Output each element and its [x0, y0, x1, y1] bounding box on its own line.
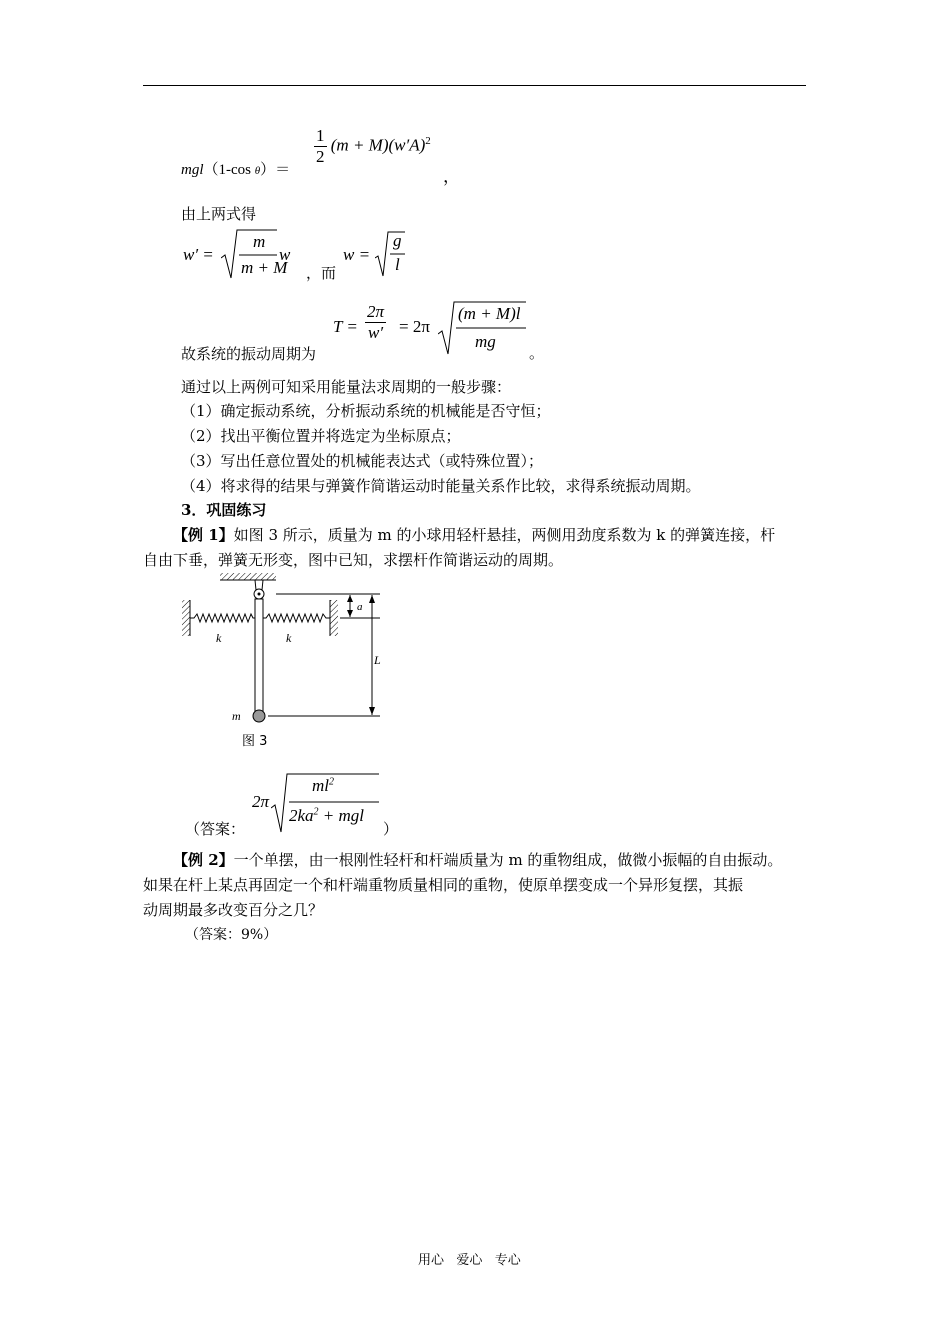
step-item: （1）确定振动系统，分析振动系统的机械能是否守恒；: [181, 402, 551, 420]
eq2-l: l: [395, 255, 400, 274]
step-item: （3）写出任意位置处的机械能表达式（或特殊位置）；: [181, 452, 544, 470]
answer-1-den-text: 2ka: [289, 806, 314, 825]
period-eq: = 2π: [399, 317, 430, 336]
answer-1-den: [289, 806, 364, 826]
period-T: T =: [333, 317, 358, 336]
left-spring: [190, 614, 255, 622]
example-2-line-2: 如果在杆上某点再固定一个和杆端重物质量相同的重物，使原单摆变成一个异形复摆，其振: [143, 876, 744, 894]
answer-1-close: ）: [383, 822, 399, 838]
example-2-line-1: [173, 849, 782, 870]
answer-1-num-text: ml: [312, 776, 329, 795]
answer-1-coef: 2π: [252, 792, 270, 811]
period-den: w′: [365, 322, 386, 343]
answer-1-open: （答案：: [185, 820, 246, 838]
example-1-line-2: 自由下垂，弹簧无形变，图中已知，求摆杆作简谐运动的周期。: [143, 551, 564, 569]
label-L: L: [374, 653, 381, 667]
right-spring: [263, 614, 330, 622]
mass-ball: [253, 710, 265, 722]
eq1-tail: ，: [443, 167, 460, 186]
eq2-sqrt-den: m + M: [241, 258, 288, 277]
example-1-line-1: [173, 524, 775, 545]
answer-2: （答案：9%）: [185, 927, 278, 943]
label-m: m: [232, 709, 241, 723]
eq1-lhs-close: ）＝: [260, 162, 291, 178]
eq1-lhs-prefix: mgl: [181, 162, 204, 178]
header-rule: [143, 85, 806, 86]
example-2-line-3: 动周期最多改变百分之几？: [143, 901, 324, 919]
steps-intro: 通过以上两例可知采用能量法求周期的一般步骤：: [181, 378, 512, 396]
period-sqrt-num: (m + M)l: [458, 304, 521, 323]
eq1-den: 2: [316, 147, 325, 166]
figure-caption: 图 3: [242, 734, 268, 749]
eq2-lhs: w′ =: [183, 245, 214, 264]
omega-prime-equation: [183, 228, 423, 284]
eq1-rhs: (m + M)(w′A): [330, 135, 426, 155]
example-2-tag: 【例 2】: [173, 851, 234, 869]
example-2-text-1: 一个单摆，由一根刚性轻杆和杆端质量为 m 的重物组成，做微小振幅的自由振动。: [233, 851, 783, 869]
answer-1-num: [312, 776, 334, 796]
eq2-g: g: [393, 231, 402, 250]
eq2-g-sqrt: [375, 230, 407, 278]
answer-1-den-exp: 2: [313, 806, 319, 818]
answer-1: [185, 770, 405, 838]
label-k-right: k: [286, 631, 292, 645]
period-equation: [181, 300, 561, 364]
from-two-equations: 由上两式得: [181, 205, 257, 223]
eq1-num: 1: [316, 126, 325, 145]
left-wall-hatch: [182, 600, 190, 636]
step-item: （2）找出平衡位置并将选定为坐标原点；: [181, 427, 461, 445]
eq2-w-lhs: w =: [343, 245, 371, 264]
figure-3: [180, 570, 395, 750]
step-item: （4）将求得的结果与弹簧作简谐运动时能量关系作比较，求得系统振动周期。: [181, 477, 701, 495]
right-wall-hatch: [330, 600, 338, 636]
eq1-lhs-paren: （1-cos: [203, 162, 251, 178]
section-heading: 3．巩固练习: [181, 501, 267, 519]
period-fraction: [365, 302, 386, 343]
period-end: 。: [529, 346, 545, 362]
answer-1-num-exp: 2: [329, 776, 334, 788]
eq1-fraction: [314, 126, 327, 167]
period-num: 2π: [367, 302, 385, 321]
rod: [255, 599, 263, 711]
ceiling-hatch: [220, 573, 276, 580]
label-a: a: [357, 601, 363, 613]
eq2-sqrt-num: m: [253, 232, 266, 251]
answer-1-den-rest: + mgl: [318, 806, 365, 825]
eq1-exp: 2: [425, 134, 431, 147]
page-footer: 用心 爱心 专心: [418, 1253, 521, 1268]
eq2-comma-er: ，而: [306, 264, 337, 282]
eq2-after: w: [279, 245, 291, 264]
period-sqrt-den: mg: [475, 332, 496, 351]
example-1-tag: 【例 1】: [173, 526, 234, 544]
period-label: 故系统的振动周期为: [181, 345, 317, 363]
label-k-left: k: [216, 631, 222, 645]
example-1-text-1: 如图 3 所示，质量为 m 的小球用轻杆悬挂，两侧用劲度系数为 k 的弹簧连接，杆: [233, 526, 776, 544]
eq1-theta: θ: [254, 165, 261, 177]
